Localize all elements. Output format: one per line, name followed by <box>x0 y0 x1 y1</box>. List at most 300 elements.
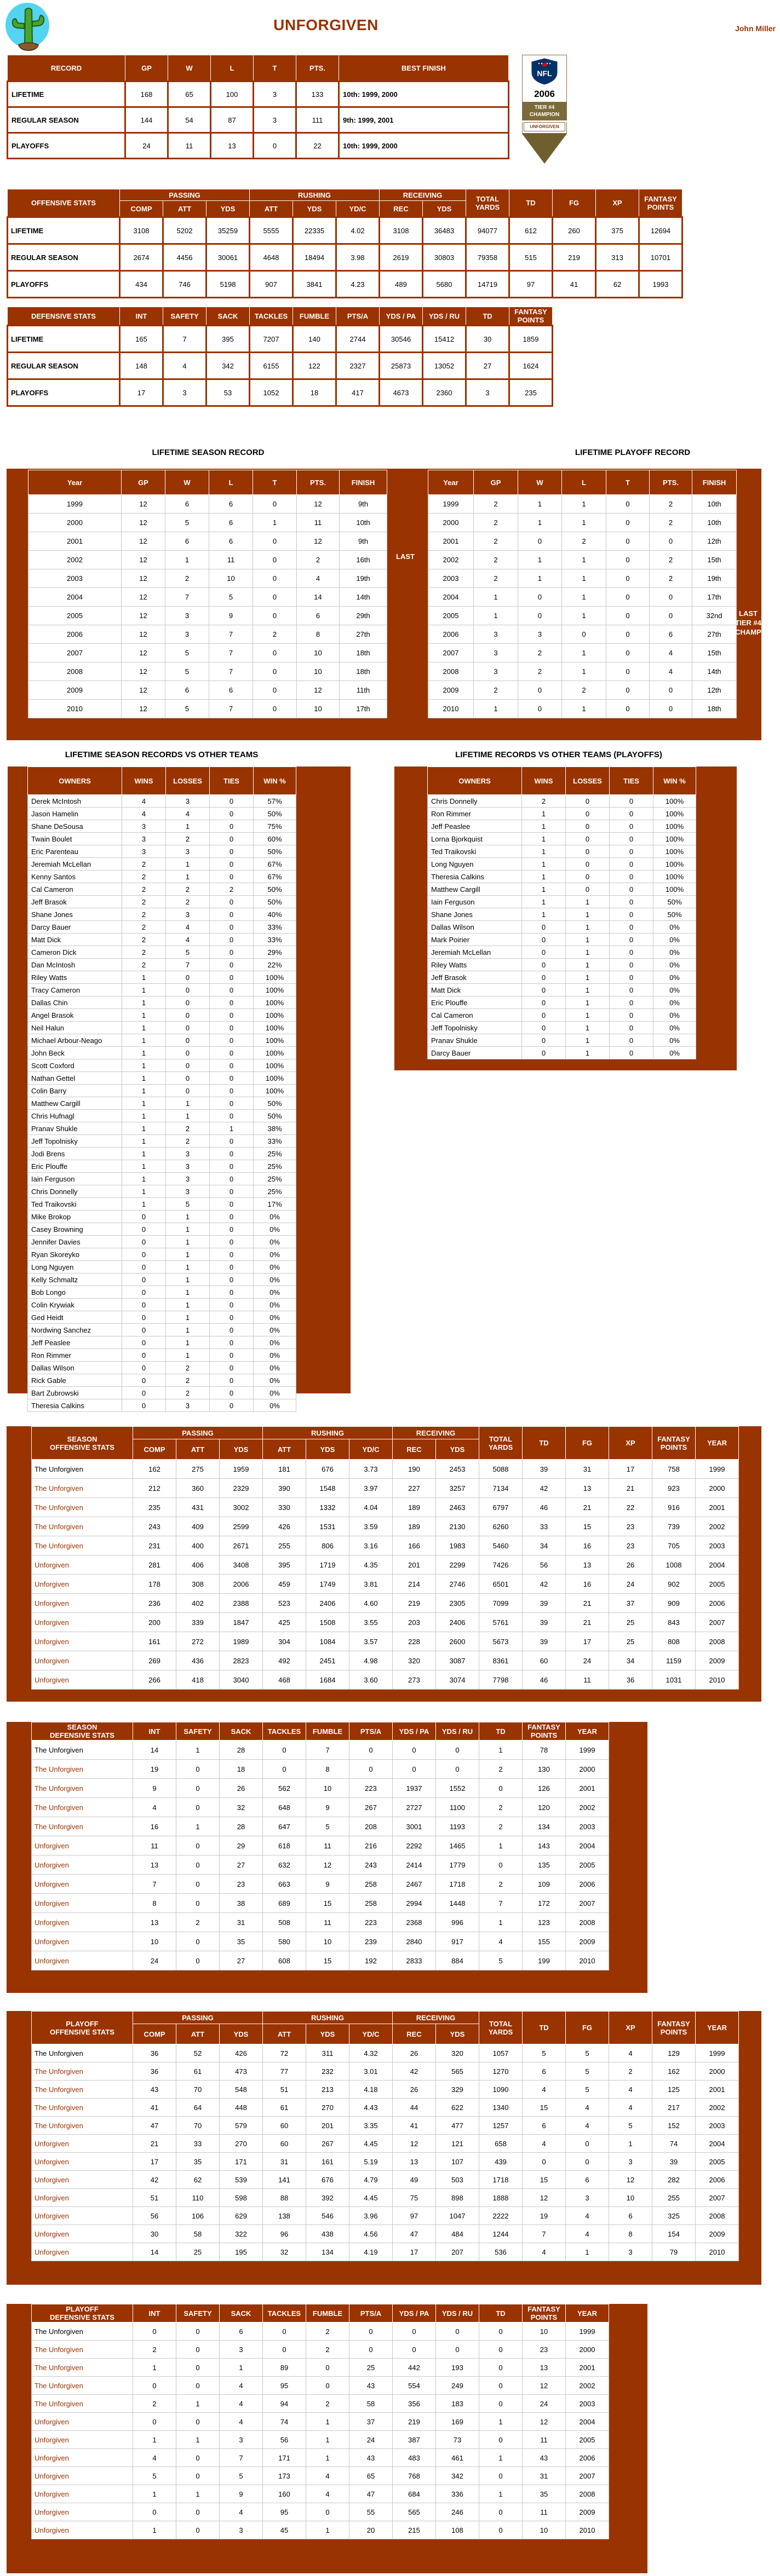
stat-cell: 1718 <box>479 2171 523 2189</box>
stat-cell: 5460 <box>479 1536 523 1555</box>
stat-cell: 330 <box>263 1498 306 1517</box>
stat-cell: 160 <box>263 2485 306 2503</box>
stat-cell: 2 <box>474 532 518 551</box>
stat-cell: 0% <box>254 1299 296 1311</box>
stat-cell: 0% <box>254 1311 296 1324</box>
stat-cell: 5 <box>523 2044 566 2062</box>
stat-cell: 23 <box>220 1875 263 1894</box>
row-label-cell: Jeremiah McLellan <box>428 946 522 959</box>
stat-cell: 11th <box>340 681 387 700</box>
team-name-cell: Unforgiven <box>32 2189 133 2207</box>
stat-cell: 2 <box>479 1798 523 1817</box>
stat-cell: 1 <box>562 588 606 607</box>
stat-cell: 508 <box>263 1913 306 1932</box>
stat-cell: 0 <box>176 2521 220 2539</box>
stat-cell: 2 <box>165 569 209 588</box>
stat-cell: 1270 <box>479 2062 523 2081</box>
stat-cell: 171 <box>263 2449 306 2467</box>
stat-cell: 1 <box>518 514 562 532</box>
table-row <box>28 681 387 700</box>
stat-cell: 1 <box>166 858 210 871</box>
column-header: YD/C <box>336 201 380 217</box>
row-label-cell: 2004 <box>28 588 122 607</box>
stat-cell: 0 <box>610 858 653 871</box>
column-header: FANTASY POINTS <box>523 1722 566 1741</box>
column-header: FG <box>566 1427 609 1460</box>
stat-cell: 0 <box>210 1009 254 1022</box>
stat-cell: 7 <box>479 1894 523 1913</box>
stat-cell: 4.23 <box>336 271 380 298</box>
stat-cell: 0 <box>523 2153 566 2171</box>
stat-cell: 2010 <box>566 2521 609 2539</box>
stat-cell: 78 <box>523 1741 566 1760</box>
column-header: ATT <box>263 2024 306 2044</box>
stat-cell: 0 <box>479 2377 523 2395</box>
column-header: YDS <box>436 1439 479 1460</box>
stat-cell: 1 <box>176 1817 220 1836</box>
stat-cell: 562 <box>263 1779 306 1798</box>
table-row <box>28 1223 296 1236</box>
stat-cell: 426 <box>220 2044 263 2062</box>
stat-cell: 1 <box>562 662 606 681</box>
stat-cell: 100 <box>211 82 254 107</box>
stat-cell: 8 <box>133 1894 176 1913</box>
stat-cell: 0 <box>263 2323 306 2341</box>
row-label-cell: Darcy Bauer <box>428 1047 522 1059</box>
stat-cell: 2001 <box>696 2081 739 2099</box>
stat-cell: 2 <box>518 644 562 662</box>
stat-cell: 1719 <box>306 1555 349 1575</box>
stat-cell: 138 <box>263 2207 306 2225</box>
stat-cell: 1 <box>166 1236 210 1248</box>
table-row <box>28 588 387 607</box>
stat-cell: 12th <box>692 532 737 551</box>
stat-cell: 1552 <box>436 1779 479 1798</box>
stat-cell: 4.32 <box>349 2044 393 2062</box>
stat-cell: 267 <box>306 2135 349 2153</box>
table-row <box>32 1555 739 1575</box>
stat-cell: 25% <box>254 1173 296 1185</box>
stat-cell: 52 <box>176 2044 220 2062</box>
stat-cell: 79358 <box>466 244 509 271</box>
stat-cell: 2005 <box>566 2431 609 2449</box>
row-label-cell: Nordwing Sanchez <box>28 1324 122 1336</box>
stat-cell: 43 <box>349 2449 393 2467</box>
stat-cell: 23 <box>609 1517 652 1536</box>
stat-cell: 2008 <box>696 2207 739 2225</box>
stat-cell: 1 <box>122 971 166 984</box>
stat-cell: 1 <box>166 1336 210 1349</box>
stat-cell: 2006 <box>696 1594 739 1613</box>
stat-cell: 269 <box>133 1651 176 1670</box>
row-label-cell: Jodi Brens <box>28 1148 122 1160</box>
stat-cell: 0 <box>606 514 650 532</box>
stat-cell: 12 <box>122 532 165 551</box>
row-label-cell: 2006 <box>428 625 474 644</box>
stat-cell: 3 <box>466 379 509 406</box>
stat-cell: 3108 <box>380 217 423 244</box>
stat-cell: 1 <box>176 2485 220 2503</box>
stat-cell: 1 <box>609 2135 652 2153</box>
stat-cell: 1 <box>566 908 610 921</box>
stat-cell: 1 <box>566 959 610 971</box>
team-name-cell: The Unforgiven <box>32 1498 133 1517</box>
stat-cell: 43 <box>523 2449 566 2467</box>
stat-cell: 39 <box>523 1594 566 1613</box>
stat-cell: 1244 <box>479 2225 523 2243</box>
stat-cell: 50% <box>254 883 296 896</box>
stat-cell: 2388 <box>220 1594 263 1613</box>
column-header: FUMBLE <box>293 307 336 326</box>
stat-cell: 0 <box>210 1248 254 1261</box>
playoff-offensive-stats-table <box>31 2011 739 2261</box>
column-header: FG <box>553 189 596 217</box>
vs-playoff-table <box>427 767 696 1059</box>
stat-cell: 15412 <box>423 326 466 353</box>
stat-cell: 10th <box>692 495 737 514</box>
playoff-offensive-container <box>7 2011 761 2285</box>
column-header: TD <box>479 2304 523 2323</box>
stat-cell: 1090 <box>479 2081 523 2099</box>
stat-cell: 483 <box>393 2449 436 2467</box>
stat-cell: 0 <box>210 1211 254 1223</box>
stat-cell: 50% <box>254 1097 296 1110</box>
column-header: W <box>168 55 211 82</box>
stat-cell: 434 <box>120 271 163 298</box>
stat-cell: 9th: 1999, 2001 <box>339 107 509 133</box>
row-label-cell: 2008 <box>28 662 122 681</box>
stat-cell: 4 <box>650 662 692 681</box>
stat-cell: 41 <box>553 271 596 298</box>
stat-cell: 0% <box>254 1286 296 1299</box>
stat-cell: 7 <box>306 1741 349 1760</box>
header-row <box>428 470 737 495</box>
table-row <box>28 1085 296 1097</box>
stat-cell: 18th <box>340 662 387 681</box>
column-header: TOTAL YARDS <box>479 2012 523 2044</box>
stat-cell: 0 <box>610 820 653 833</box>
table-row <box>428 908 696 921</box>
stat-cell: 0 <box>479 2323 523 2341</box>
stat-cell: 143 <box>523 1836 566 1855</box>
stat-cell: 255 <box>263 1536 306 1555</box>
row-label-cell: Kenny Santos <box>28 871 122 883</box>
stat-cell: 50% <box>254 896 296 908</box>
team-name-cell: The Unforgiven <box>32 2117 133 2135</box>
stat-cell: 0 <box>122 1324 166 1336</box>
stat-cell: 0 <box>210 808 254 820</box>
row-label-cell: 1999 <box>28 495 122 514</box>
column-header: T <box>254 55 296 82</box>
stat-cell: 320 <box>393 1651 436 1670</box>
stat-cell: 1847 <box>220 1613 263 1632</box>
stat-cell: 1 <box>165 551 209 569</box>
stat-cell: 15 <box>306 1894 349 1913</box>
table-label: SEASON OFFENSIVE STATS <box>32 1427 133 1460</box>
stat-cell: 2619 <box>380 244 423 271</box>
row-label-cell: Mark Poirier <box>428 933 522 946</box>
stat-cell: 1100 <box>436 1798 479 1817</box>
stat-cell: 12 <box>122 607 165 625</box>
column-header: COMP <box>133 1439 176 1460</box>
stat-cell: 12 <box>122 569 165 588</box>
table-row <box>28 662 387 681</box>
stat-cell: 0% <box>254 1223 296 1236</box>
stat-cell: 1 <box>562 514 606 532</box>
stat-cell: 2006 <box>566 2449 609 2467</box>
stat-cell: 267 <box>349 1798 393 1817</box>
champion-badge <box>522 55 567 164</box>
stat-cell: 166 <box>393 1536 436 1555</box>
stat-cell: 0 <box>210 921 254 933</box>
table-row <box>28 871 296 883</box>
table-row <box>28 1148 296 1160</box>
column-group-header: RUSHING <box>250 189 380 201</box>
stat-cell: 0 <box>176 1855 220 1875</box>
stat-cell: 2008 <box>566 2485 609 2503</box>
stat-cell: 3 <box>166 795 210 808</box>
row-label-cell: 2003 <box>428 569 474 588</box>
stat-cell: 313 <box>596 244 639 271</box>
column-header: LOSSES <box>166 767 210 795</box>
badge-team-box <box>522 122 567 134</box>
row-label-cell: Riley Watts <box>28 971 122 984</box>
stat-cell: 477 <box>436 2117 479 2135</box>
stat-cell: 3 <box>609 2153 652 2171</box>
page-title: UNFORGIVEN <box>273 16 378 33</box>
stat-cell: 1 <box>522 845 566 858</box>
stat-cell: 100% <box>653 795 696 808</box>
stat-cell: 12 <box>523 2413 566 2431</box>
stat-cell: 436 <box>176 1651 220 1670</box>
table-row <box>428 883 696 896</box>
stat-cell: 24 <box>566 1651 609 1670</box>
stat-cell: 387 <box>393 2431 436 2449</box>
stat-cell: 0 <box>610 883 653 896</box>
team-name-cell: The Unforgiven <box>32 2081 133 2099</box>
stat-cell: 0 <box>176 1951 220 1970</box>
row-label-cell: 2000 <box>28 514 122 532</box>
badge-champion-label: CHAMPION <box>529 112 560 118</box>
row-label-cell: John Beck <box>28 1047 122 1059</box>
column-header: XP <box>596 189 639 217</box>
stat-cell: 12 <box>122 588 165 607</box>
row-label-cell: Matt Dick <box>28 933 122 946</box>
stat-cell: 1 <box>122 996 166 1009</box>
stat-cell: 758 <box>652 1460 696 1479</box>
stat-cell: 523 <box>263 1594 306 1613</box>
stat-cell: 47 <box>349 2485 393 2503</box>
stat-cell: 12 <box>122 495 165 514</box>
stat-cell: 1718 <box>436 1875 479 1894</box>
stat-cell: 0% <box>653 984 696 996</box>
table-row <box>28 625 387 644</box>
table-row <box>32 2207 739 2225</box>
stat-cell: 100% <box>254 1059 296 1072</box>
stat-cell: 1 <box>566 896 610 908</box>
stat-cell: 0 <box>606 662 650 681</box>
stat-cell: 10 <box>523 2521 566 2539</box>
stat-cell: 1508 <box>306 1613 349 1632</box>
stat-cell: 689 <box>263 1894 306 1913</box>
team-name-cell: Unforgiven <box>32 1651 133 1670</box>
stat-cell: 133 <box>296 82 339 107</box>
stat-cell: 5761 <box>479 1613 523 1632</box>
stat-cell: 9 <box>306 1798 349 1817</box>
stat-cell: 2009 <box>566 1932 609 1951</box>
table-row <box>28 1336 296 1349</box>
stat-cell: 33 <box>176 2135 220 2153</box>
stat-cell: 1999 <box>696 2044 739 2062</box>
table-row <box>32 1951 609 1970</box>
stat-cell: 0 <box>610 971 653 984</box>
stat-cell: 565 <box>436 2062 479 2081</box>
column-header: PTS. <box>650 470 692 495</box>
table-label: SEASON DEFENSIVE STATS <box>32 1722 133 1741</box>
stat-cell: 0 <box>566 795 610 808</box>
stat-cell: 3 <box>166 908 210 921</box>
header-row <box>8 55 509 82</box>
stat-cell: 0 <box>566 2135 609 2153</box>
stat-cell: 2009 <box>696 1651 739 1670</box>
stat-cell: 438 <box>306 2225 349 2243</box>
row-label-cell: 2009 <box>428 681 474 700</box>
stat-cell: 4 <box>523 2243 566 2261</box>
stat-cell: 1999 <box>696 1460 739 1479</box>
stat-cell: 4.18 <box>349 2081 393 2099</box>
column-header: FANTASY POINTS <box>523 2304 566 2323</box>
stat-cell: 4 <box>122 808 166 820</box>
stat-cell: 2 <box>122 871 166 883</box>
stat-cell: 3 <box>165 607 209 625</box>
column-header: PTS/A <box>349 1722 393 1741</box>
table-row <box>32 1632 739 1651</box>
column-group-header: RECEIVING <box>380 189 466 201</box>
stat-cell: 4.45 <box>349 2135 393 2153</box>
row-label-cell: Michael Arbour-Neago <box>28 1034 122 1047</box>
stat-cell: 580 <box>263 1932 306 1951</box>
stat-cell: 35 <box>176 2153 220 2171</box>
stat-cell: 3108 <box>120 217 163 244</box>
stat-cell: 223 <box>349 1779 393 1798</box>
stat-cell: 100% <box>653 808 696 820</box>
column-header: YD/C <box>349 2024 393 2044</box>
stat-cell: 2 <box>306 2341 349 2359</box>
stat-cell: 1937 <box>393 1779 436 1798</box>
table-row <box>32 1536 739 1555</box>
table-row <box>32 2521 609 2539</box>
column-group-header: RECEIVING <box>393 1427 479 1439</box>
stat-cell: 16th <box>340 551 387 569</box>
column-header: YEAR <box>696 1427 739 1460</box>
table-row <box>28 808 296 820</box>
stat-cell: 2414 <box>393 1855 436 1875</box>
row-label-cell: Iain Ferguson <box>428 896 522 908</box>
column-header: TD <box>466 307 509 326</box>
stat-cell: 1749 <box>306 1575 349 1594</box>
stat-cell: 339 <box>176 1613 220 1632</box>
stat-cell: 0 <box>166 1009 210 1022</box>
stat-cell: 0 <box>393 1760 436 1779</box>
table-row <box>32 2449 609 2467</box>
table-row <box>28 959 296 971</box>
stat-cell: 50% <box>254 1110 296 1122</box>
stat-cell: 2 <box>650 495 692 514</box>
stat-cell: 1 <box>562 700 606 718</box>
table-row <box>28 1135 296 1148</box>
stat-cell: 0 <box>210 1311 254 1324</box>
stat-cell: 2 <box>122 933 166 946</box>
stat-cell: 2451 <box>306 1651 349 1670</box>
stat-cell: 4456 <box>163 244 207 271</box>
stat-cell: 0 <box>176 2341 220 2359</box>
stat-cell: 0% <box>653 1022 696 1034</box>
stat-cell: 2994 <box>393 1894 436 1913</box>
stat-cell: 2003 <box>696 2117 739 2135</box>
row-label-cell: Iain Ferguson <box>28 1173 122 1185</box>
stat-cell: 336 <box>436 2485 479 2503</box>
stat-cell: 2004 <box>696 1555 739 1575</box>
stat-cell: 0 <box>610 1047 653 1059</box>
stat-cell: 0 <box>210 1173 254 1185</box>
stat-cell: 375 <box>596 217 639 244</box>
stat-cell: 5 <box>166 1198 210 1211</box>
stat-cell: 4 <box>609 2081 652 2099</box>
stat-cell: 7099 <box>479 1594 523 1613</box>
table-row <box>428 845 696 858</box>
stat-cell: 255 <box>652 2189 696 2207</box>
stat-cell: 232 <box>306 2062 349 2081</box>
stat-cell: 0 <box>253 681 297 700</box>
stat-cell: 15 <box>306 1951 349 1970</box>
stat-cell: 125 <box>652 2081 696 2099</box>
table-row <box>28 1173 296 1185</box>
table-row <box>28 1286 296 1299</box>
stat-cell: 2406 <box>306 1594 349 1613</box>
stat-cell: 612 <box>509 217 553 244</box>
stat-cell: 4.60 <box>349 1594 393 1613</box>
stat-cell: 843 <box>652 1613 696 1632</box>
stat-cell: 3 <box>166 1185 210 1198</box>
stat-cell: 6 <box>650 625 692 644</box>
stat-cell: 7798 <box>479 1670 523 1690</box>
table-row <box>28 644 387 662</box>
stat-cell: 0 <box>606 681 650 700</box>
stat-cell: 1031 <box>652 1670 696 1690</box>
stat-cell: 2 <box>133 2341 176 2359</box>
row-label-cell: Bart Zubrowski <box>28 1387 122 1399</box>
stat-cell: 5 <box>165 662 209 681</box>
stat-cell: 0 <box>210 1261 254 1273</box>
stat-cell: 468 <box>263 1670 306 1690</box>
season-record-title: LIFETIME SEASON RECORD <box>152 448 265 457</box>
table-row <box>28 1097 296 1110</box>
stat-cell: 2840 <box>393 1932 436 1951</box>
stat-cell: 632 <box>263 1855 306 1875</box>
stat-cell: 0 <box>176 2503 220 2521</box>
stat-cell: 15 <box>523 2171 566 2189</box>
table-row <box>32 1741 609 1760</box>
stat-cell: 0 <box>253 551 297 569</box>
stat-cell: 26 <box>609 1555 652 1575</box>
stat-cell: 0 <box>306 2503 349 2521</box>
stat-cell: 0 <box>210 1336 254 1349</box>
stat-cell: 33% <box>254 1135 296 1148</box>
stat-cell: 0 <box>133 2503 176 2521</box>
stat-cell: 35 <box>220 1932 263 1951</box>
stat-cell: 2 <box>518 662 562 681</box>
stat-cell: 1 <box>166 1349 210 1362</box>
